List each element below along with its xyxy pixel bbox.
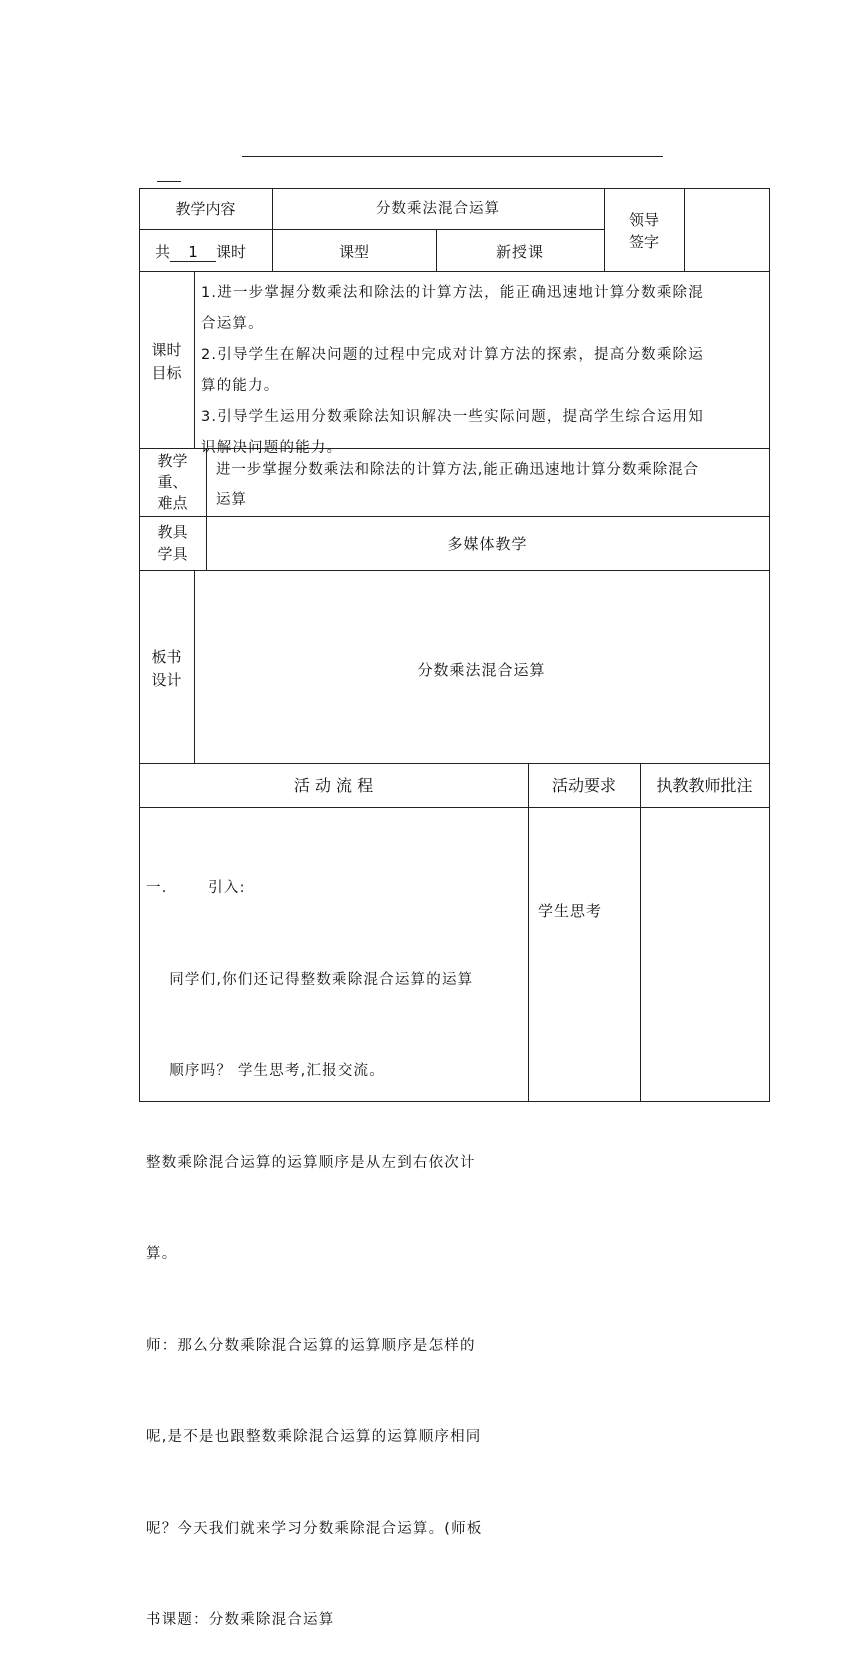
lesson-type-value: 新授课 (495, 243, 544, 261)
grid-line (139, 570, 770, 571)
leader-sign-label-line1: 领导 (628, 211, 659, 229)
total-hours-value[interactable]: 1 (170, 243, 216, 262)
key-points-line: 进一步掌握分数乘法和除法的计算方法,能正确迅速地计算分数乘除混合 (216, 462, 699, 478)
short-underline (157, 181, 181, 182)
objectives-line: 3.引导学生运用分数乘除法知识解决一些实际问题，提高学生综合运用知 (201, 409, 704, 425)
activity-line: 呢？今天我们就来学习分数乘除混合运算。(师板 (146, 1520, 483, 1537)
activity-line: 整数乘除混合运算的运算顺序是从左到右依次计 (146, 1154, 476, 1171)
objectives-line: 1.进一步掌握分数乘法和除法的计算方法，能正确迅速地计算分数乘除混 (201, 285, 704, 301)
activity-line: 书课题：分数乘除混合运算 (146, 1612, 335, 1628)
tools-label-line1: 教具 (157, 523, 188, 541)
objectives-text (201, 278, 704, 464)
activity-flow-header: 活 动 流 程 (293, 776, 374, 795)
objectives-line: 识解决问题的能力。 (201, 440, 343, 456)
teacher-notes-cell[interactable] (641, 808, 769, 1101)
table-border-left (139, 188, 140, 1102)
activity-line: 算。 (146, 1246, 178, 1262)
total-hours (155, 243, 246, 262)
tools-value: 多媒体教学 (447, 535, 528, 553)
content-label: 教学内容 (175, 200, 236, 218)
objectives-label-line1: 课时 (151, 341, 182, 359)
objectives-line: 算的能力。 (201, 378, 280, 394)
objectives-label-line2: 目标 (151, 364, 182, 382)
grid-line (604, 188, 605, 271)
tools-label-line2: 学具 (157, 545, 188, 563)
activity-body-text (146, 812, 483, 1666)
key-points-label-line1: 教学 (157, 452, 188, 470)
key-points-text (216, 455, 699, 515)
activity-requirement-header: 活动要求 (551, 776, 616, 795)
key-points-label-line3: 难点 (157, 494, 188, 512)
title-underline (242, 156, 663, 157)
board-label-line2: 设计 (151, 671, 182, 689)
table-border-top (139, 188, 770, 189)
grid-line (139, 516, 770, 517)
lesson-type-label: 课型 (338, 243, 369, 261)
leader-sign-label-line2: 签字 (628, 233, 659, 251)
teacher-notes-header: 执教教师批注 (656, 776, 753, 795)
activity-line: 顺序吗？ 学生思考,汇报交流。 (146, 1063, 385, 1079)
grid-line (528, 763, 529, 1102)
activity-line: 一. 引入: (146, 880, 246, 896)
key-points-line: 运算 (216, 492, 247, 508)
grid-line (194, 271, 195, 449)
total-prefix: 共 (155, 243, 171, 261)
key-points-label-line2: 重、 (157, 473, 188, 491)
activity-requirement-value: 学生思考 (538, 902, 603, 920)
objectives-line: 合运算。 (201, 316, 264, 332)
board-value: 分数乘法混合运算 (417, 661, 546, 679)
grid-line (139, 763, 770, 764)
board-label-line1: 板书 (151, 648, 182, 666)
activity-line: 师：那么分数乘除混合运算的运算顺序是怎样的 (146, 1337, 476, 1354)
leader-signature-cell[interactable] (685, 189, 769, 271)
activity-line: 同学们,你们还记得整数乘除混合运算的运算 (146, 971, 474, 988)
grid-line (139, 271, 770, 272)
table-border-right (769, 188, 770, 1102)
objectives-line: 2.引导学生在解决问题的过程中完成对计算方法的探索，提高分数乘除运 (201, 347, 704, 363)
total-suffix: 课时 (216, 243, 247, 261)
activity-line: 呢,是不是也跟整数乘除混合运算的运算顺序相同 (146, 1429, 482, 1445)
content-value: 分数乘法混合运算 (376, 201, 500, 217)
grid-line (139, 229, 604, 230)
